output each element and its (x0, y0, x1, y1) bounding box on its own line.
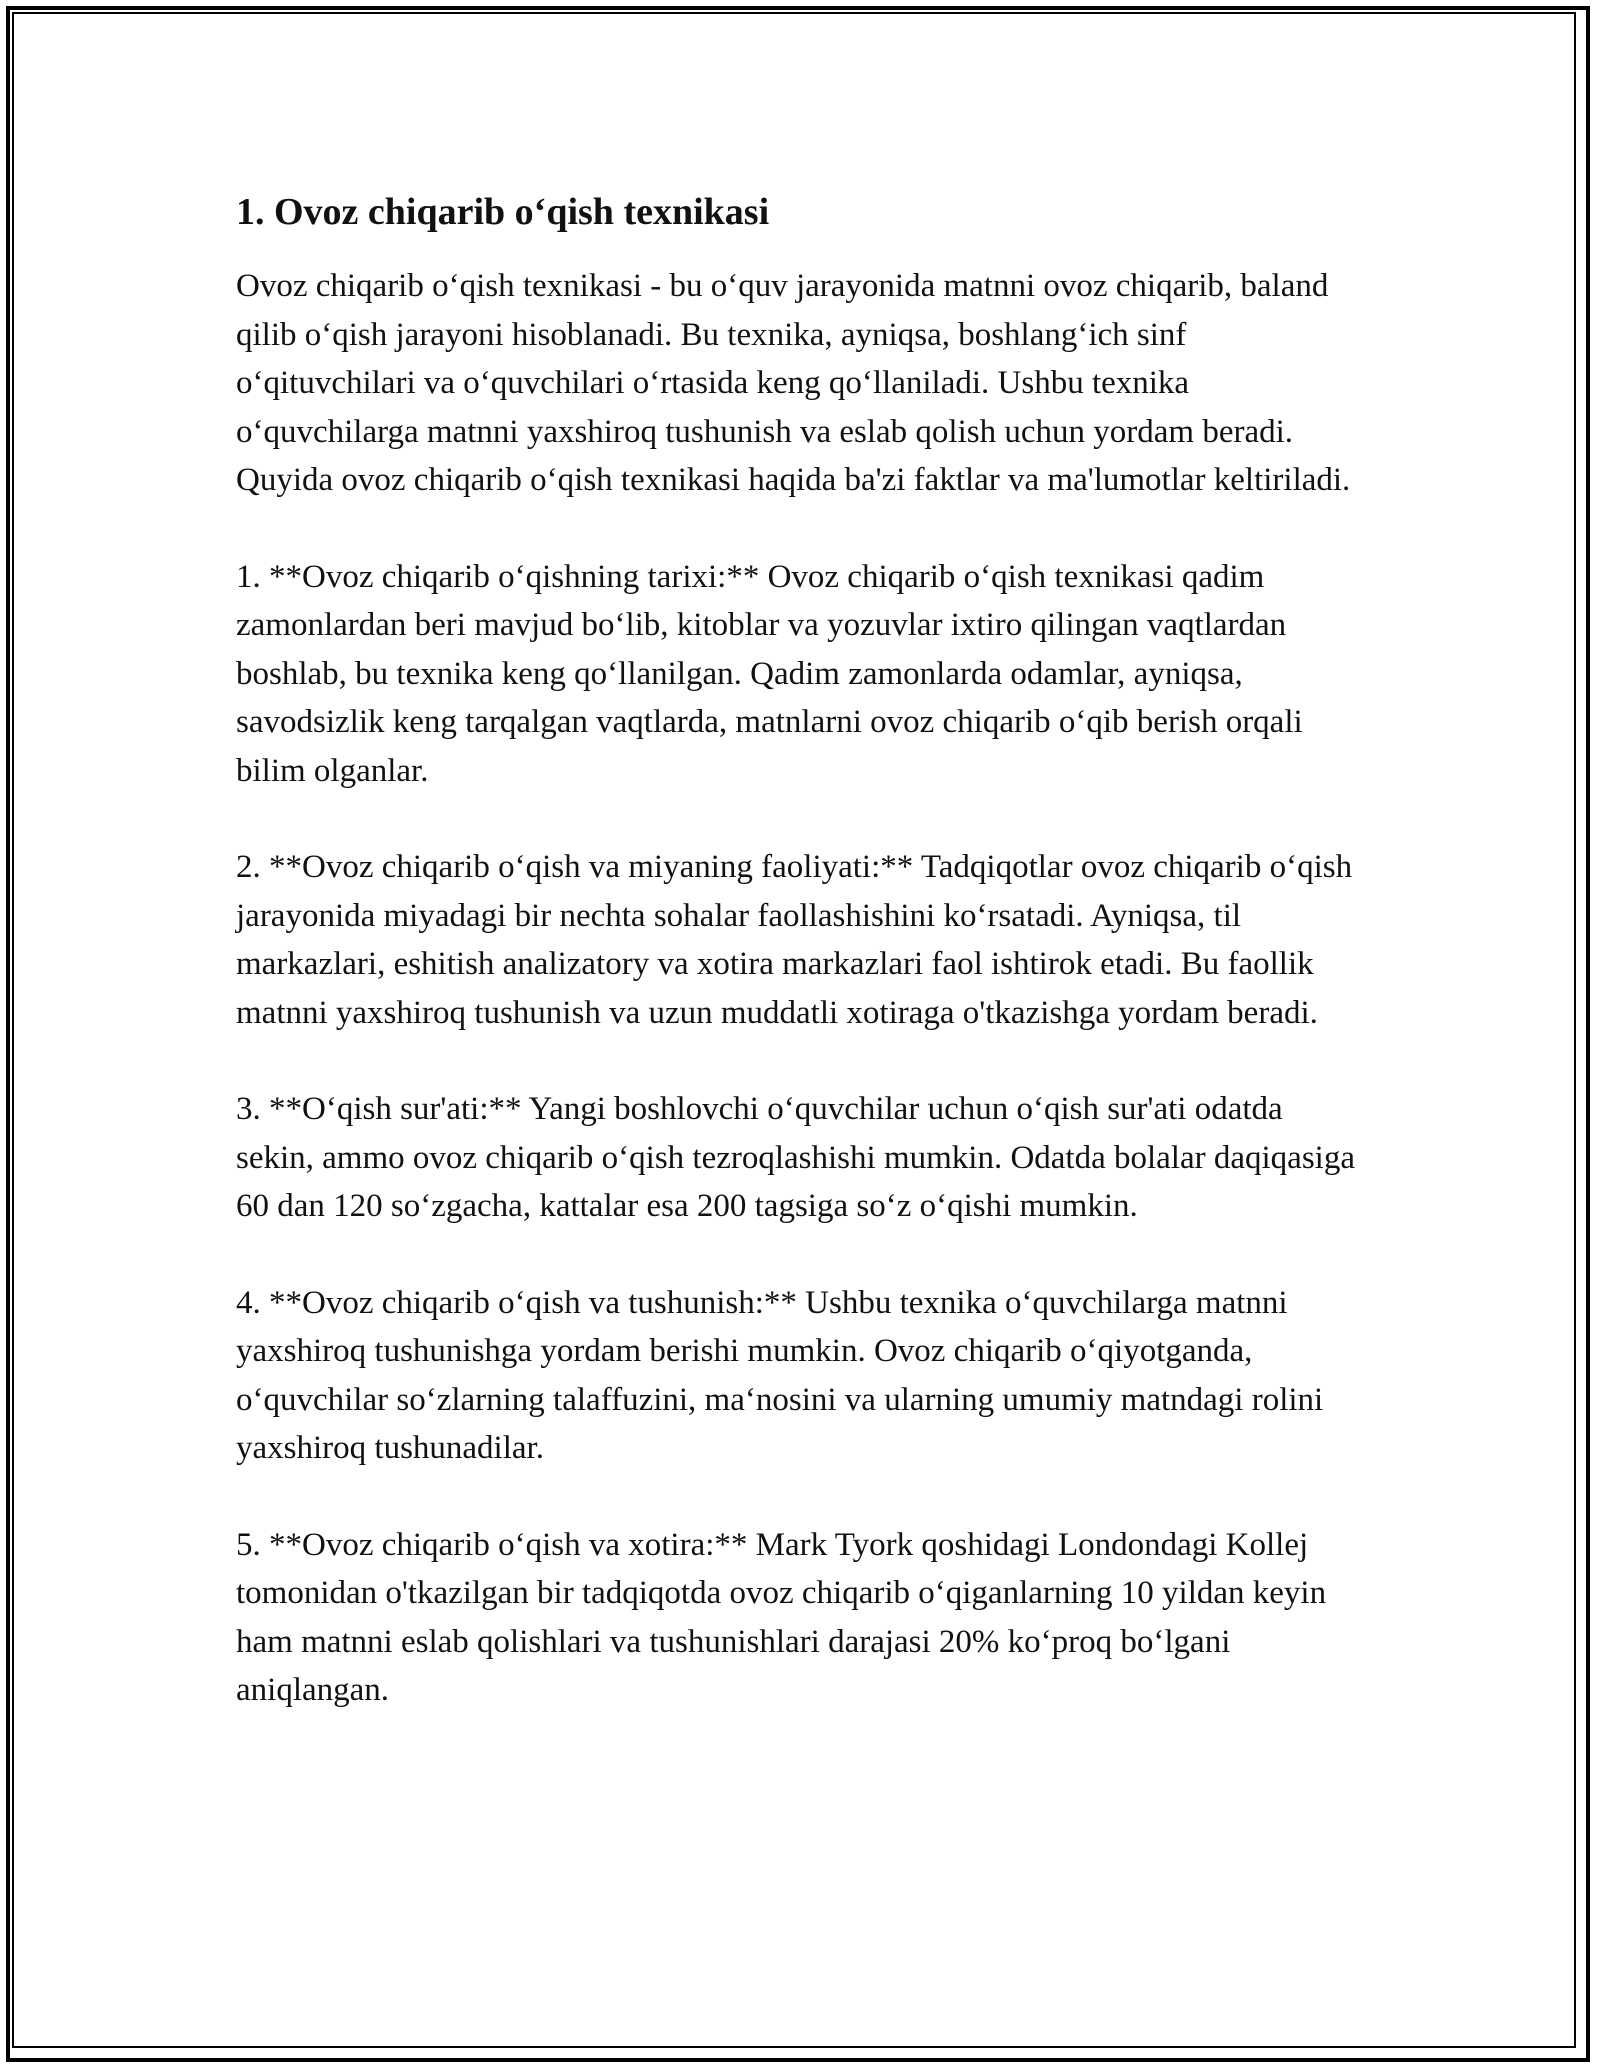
document-body (236, 188, 1366, 1763)
paragraph-memory: 5. **Ovoz chiqarib o‘qish va xotira:** Mark Tyork qoshidagi Londondagi Kollej tomonidan o'tkazilgan bir tadqiqotda ovoz chiqarib o‘qiganlarning 10 yildan keyin ham matnni eslab qolishlari va tushunishlari darajasi 20% ko‘proq bo‘lgani aniqlangan. (236, 1526, 1327, 1708)
paragraph-history: 1. **Ovoz chiqarib o‘qishning tarixi:** Ovoz chiqarib o‘qish texnikasi qadim zamonlardan beri mavjud bo‘lib, kitoblar va yozuvlar ixtiro qilingan vaqtlardan boshlab, bu texnika keng qo‘llanilgan. Qadim zamonlarda odamlar, ayniqsa, savodsizlik keng tarqalgan vaqtlarda, matnlarni ovoz chiqarib o‘qib berish orqali bilim olganlar. (236, 558, 1303, 789)
paragraph-comprehension: 4. **Ovoz chiqarib o‘qish va tushunish:** Ushbu texnika o‘quvchilarga matnni yaxshiroq tushunishga yordam berishi mumkin. Ovoz chiqarib o‘qiyotganda, o‘quvchilar so‘zlarning talaffuzini, ma‘nosini va ularning umumiy matndagi rolini yaxshiroq tushunadilar. (236, 1284, 1324, 1466)
paragraph-brain-activity: 2. **Ovoz chiqarib o‘qish va miyaning faoliyati:** Tadqiqotlar ovoz chiqarib o‘qish jarayonida miyadagi bir nechta sohalar faollashishini ko‘rsatadi. Ayniqsa, til markazlari, eshitish analizatory va xotira markazlari faol ishtirok etadi. Bu faollik matnni yaxshiroq tushunish va uzun muddatli xotiraga o'tkazishga yordam beradi. (236, 849, 1353, 1031)
document-title: 1. Ovoz chiqarib o‘qish texnikasi (236, 191, 770, 233)
paragraph-reading-speed: 3. **O‘qish sur'ati:** Yangi boshlovchi o‘quvchilar uchun o‘qish sur'ati odatda sekin, ammo ovoz chiqarib o‘qish tezroqlashishi mumkin. Odatda bolalar daqiqasiga 60 dan 120 so‘zgacha, kattalar esa 200 tagsiga so‘z o‘qishi mumkin. (236, 1091, 1355, 1224)
intro-paragraph: Ovoz chiqarib o‘qish texnikasi - bu o‘quv jarayonida matnni ovoz chiqarib, baland qilib o‘qish jarayoni hisoblanadi. Bu texnika, ayniqsa, boshlang‘ich sinf o‘qituvchilari va o‘quvchilari o‘rtasida keng qo‘llaniladi. Ushbu texnika o‘quvchilarga matnni yaxshiroq tushunish va eslab qolish uchun yordam beradi. Quyida ovoz chiqarib o‘qish texnikasi haqida ba'zi faktlar va ma'lumotlar keltiriladi. (236, 268, 1351, 498)
